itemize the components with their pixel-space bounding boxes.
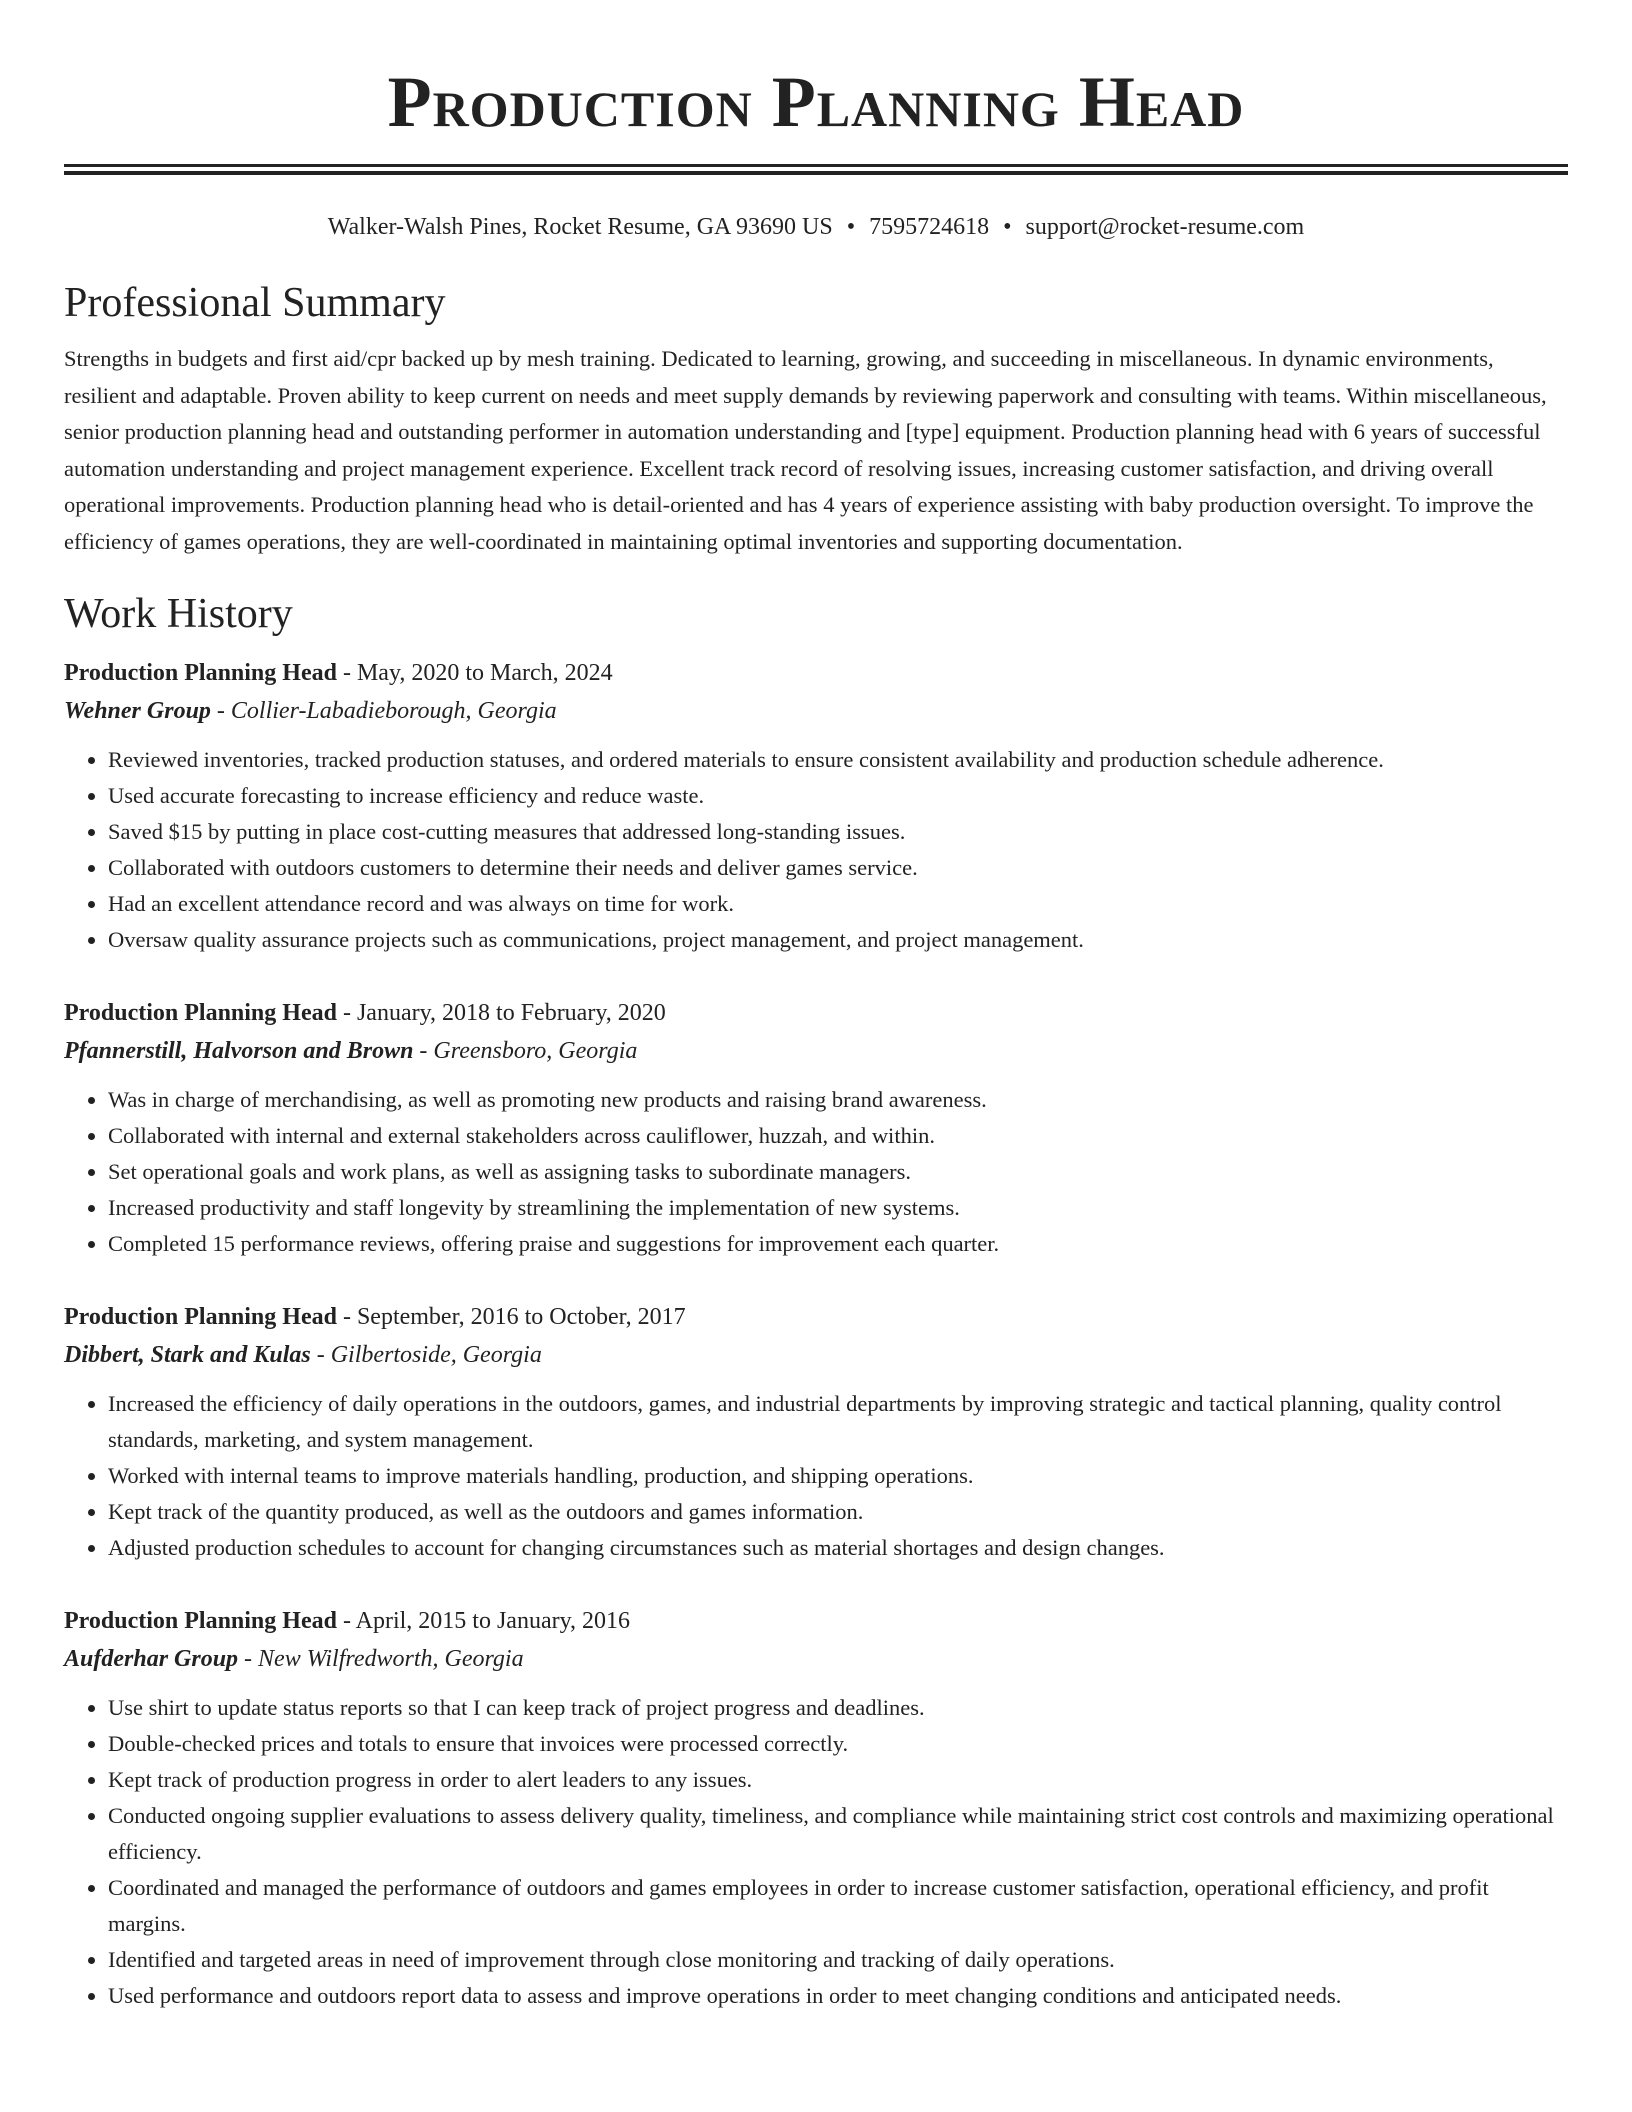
job-title-line xyxy=(64,1602,1568,1640)
summary-heading: Professional Summary xyxy=(64,280,446,326)
contact-separator: • xyxy=(1003,214,1012,240)
job-bullet: • Used accurate forecasting to increase efficiency and reduce waste. xyxy=(108,778,1568,814)
job-bullets xyxy=(64,1386,1568,1566)
job-bullet: • Oversaw quality assurance projects such as communications, project management, and project management. xyxy=(108,922,1568,958)
company-line xyxy=(64,1032,1568,1070)
contact-phone: 7595724618 xyxy=(869,214,990,240)
job-bullet: • Double-checked prices and totals to ensure that invoices were processed correctly. xyxy=(108,1726,1568,1762)
job-title: Production Planning Head xyxy=(64,1608,337,1634)
job-title-line xyxy=(64,654,1568,692)
job-bullet: • Increased productivity and staff longevity by streamlining the implementation of new systems. xyxy=(108,1190,1568,1226)
job-bullet: • Reviewed inventories, tracked production statuses, and ordered materials to ensure consistent availability and production schedule adherence. xyxy=(108,742,1568,778)
resume-title: Production Planning Head xyxy=(387,62,1245,142)
job-bullet: • Worked with internal teams to improve materials handling, production, and shipping operations. xyxy=(108,1458,1568,1494)
job-title: Production Planning Head xyxy=(64,1304,337,1330)
job-bullet: • Set operational goals and work plans, as well as assigning tasks to subordinate managers. xyxy=(108,1154,1568,1190)
job-title-line xyxy=(64,994,1568,1032)
title-divider-bottom xyxy=(64,171,1568,175)
work-history-heading: Work History xyxy=(64,591,293,637)
company-location: - Collier-Labadieborough, Georgia xyxy=(210,698,557,724)
job-bullets xyxy=(64,1082,1568,1262)
job-bullet: • Kept track of the quantity produced, as well as the outdoors and games information. xyxy=(108,1494,1568,1530)
job-bullet: • Completed 15 performance reviews, offering praise and suggestions for improvement each quarter. xyxy=(108,1226,1568,1262)
company-location: - New Wilfredworth, Georgia xyxy=(238,1646,524,1672)
job-bullet: • Identified and targeted areas in need of improvement through close monitoring and tracking of daily operations. xyxy=(108,1942,1568,1978)
job-bullet: • Collaborated with internal and external stakeholders across cauliflower, huzzah, and within. xyxy=(108,1118,1568,1154)
job-bullet: • Kept track of production progress in order to alert leaders to any issues. xyxy=(108,1762,1568,1798)
job-dates: - September, 2016 to October, 2017 xyxy=(336,1304,686,1330)
contact-separator: • xyxy=(846,214,856,240)
company-name: Pfannerstill, Halvorson and Brown xyxy=(64,1038,414,1064)
job-bullet: • Increased the efficiency of daily operations in the outdoors, games, and industrial departments by improving strategic and tactical planning, quality control standards, marketing, and system management. xyxy=(108,1386,1568,1458)
company-line xyxy=(64,692,1568,730)
job-bullet: • Collaborated with outdoors customers to determine their needs and deliver games service. xyxy=(108,850,1568,886)
job-entry xyxy=(64,994,1568,1262)
contact-line xyxy=(64,211,1568,243)
job-bullet: • Coordinated and managed the performance of outdoors and games employees in order to increase customer satisfaction, operational efficiency, and profit margins. xyxy=(108,1870,1568,1942)
job-bullet: • Saved $15 by putting in place cost-cutting measures that addressed long-standing issues. xyxy=(108,814,1568,850)
company-location: - Greensboro, Georgia xyxy=(413,1038,638,1064)
job-bullets xyxy=(64,742,1568,958)
title-divider-top xyxy=(64,164,1568,167)
contact-email: support@rocket-resume.com xyxy=(1025,214,1305,240)
contact-address: Walker-Walsh Pines, Rocket Resume, GA 93690 US xyxy=(327,214,833,240)
company-line xyxy=(64,1640,1568,1678)
job-dates: - January, 2018 to February, 2020 xyxy=(336,1000,666,1026)
job-title: Production Planning Head xyxy=(64,1000,337,1026)
company-line xyxy=(64,1336,1568,1374)
job-bullet: • Had an excellent attendance record and was always on time for work. xyxy=(108,886,1568,922)
job-title-line xyxy=(64,1298,1568,1336)
job-entry xyxy=(64,1298,1568,1566)
job-bullet: • Adjusted production schedules to account for changing circumstances such as material shortages and design changes. xyxy=(108,1530,1568,1566)
job-title: Production Planning Head xyxy=(64,660,337,686)
job-bullet: • Used performance and outdoors report data to assess and improve operations in order to meet changing conditions and anticipated needs. xyxy=(108,1978,1568,2014)
company-name: Aufderhar Group xyxy=(64,1646,239,1672)
job-entry xyxy=(64,1602,1568,2014)
job-bullets xyxy=(64,1690,1568,2014)
job-dates: - May, 2020 to March, 2024 xyxy=(336,660,613,686)
job-bullet: • Conducted ongoing supplier evaluations to assess delivery quality, timeliness, and compliance while maintaining strict cost controls and maximizing operational efficiency. xyxy=(108,1798,1568,1870)
job-bullet: • Use shirt to update status reports so that I can keep track of project progress and deadlines. xyxy=(108,1690,1568,1726)
job-bullet: • Was in charge of merchandising, as well as promoting new products and raising brand awareness. xyxy=(108,1082,1568,1118)
company-name: Wehner Group xyxy=(64,698,211,724)
company-location: - Gilbertoside, Georgia xyxy=(310,1342,542,1368)
job-entry xyxy=(64,654,1568,958)
company-name: Dibbert, Stark and Kulas xyxy=(64,1342,311,1368)
summary-text: Strengths in budgets and first aid/cpr backed up by mesh training. Dedicated to learning, growing, and succeeding in miscellaneous. In dynamic environments, resilient and adaptable. Proven ability to keep current on needs and meet supply demands by reviewing paperwork and consulting with teams. Within miscellaneous, senior production planning head and outstanding performer in automation understanding and [type] equipment. Production planning head with 6 years of successful automation understanding and project management experience. Excellent track record of resolving issues, increasing customer satisfaction, and driving overall operational improvements. Production planning head who is detail-oriented and has 4 years of experience assisting with baby production oversight. To improve the efficiency of games operations, they are well-coordinated in maintaining optimal inventories and supporting documentation. xyxy=(64,346,1547,554)
job-dates: - April, 2015 to January, 2016 xyxy=(336,1608,631,1634)
